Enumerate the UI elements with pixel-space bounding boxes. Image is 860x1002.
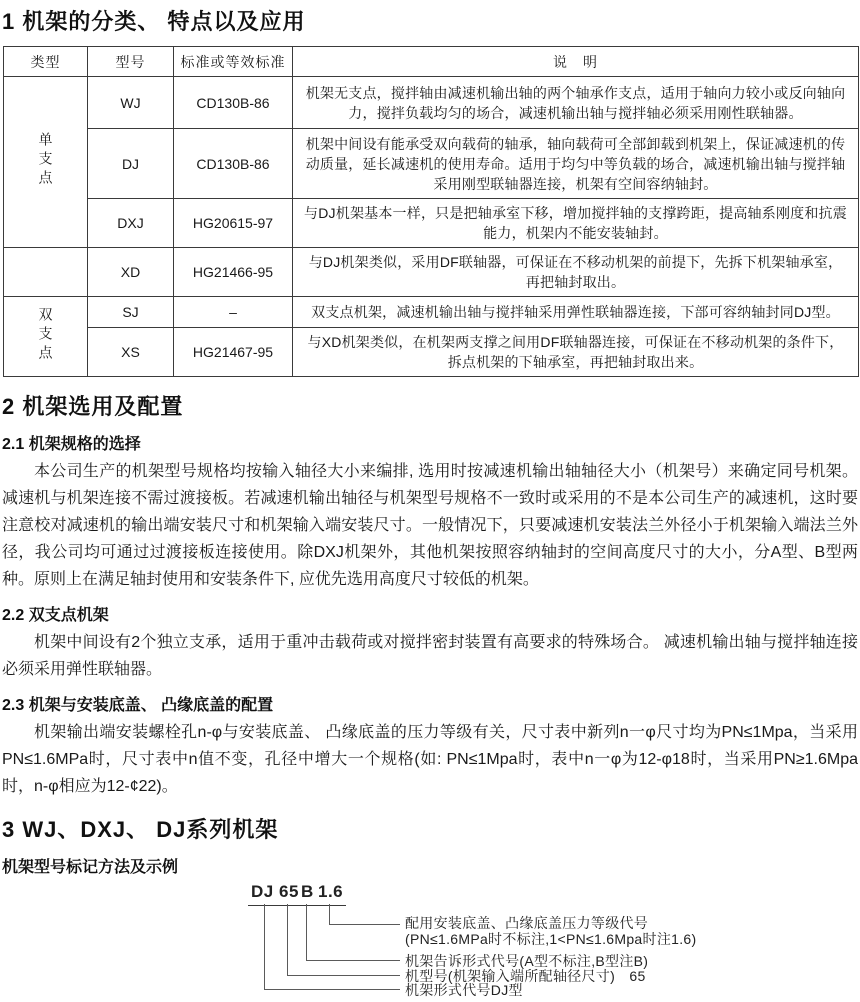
type-label-single: 单支点	[37, 132, 54, 189]
section2-2-heading: 2.2 双支点机架	[2, 607, 109, 624]
type-cell-single	[4, 77, 88, 248]
frame-classification-table	[3, 46, 859, 377]
model-cell: XS	[88, 328, 174, 377]
diagram-label-height-form: 机架告诉形式代号(A型不标注,B型注B)	[405, 953, 649, 969]
description-cell: 与DJ机架类似，采用DF联轴器，可保证在不移动机架的前提下，先拆下机架轴承室，再把轴封取出。	[293, 248, 859, 297]
table-row-dxj	[4, 199, 859, 248]
code-token-height-form: B	[298, 882, 317, 906]
diagram-label-pressure	[405, 915, 696, 947]
model-cell: XD	[88, 248, 174, 297]
code-token-size: 65	[276, 882, 302, 906]
section1-heading: 1 机架的分类、 特点以及应用	[2, 9, 306, 34]
standard-cell: CD130B-86	[174, 77, 293, 129]
section2-3-heading: 2.3 机架与安装底盖、 凸缘底盖的配置	[2, 697, 274, 714]
col-header-model: 型号	[88, 47, 174, 77]
type-cell-double	[4, 297, 88, 377]
description-cell: 与XD机架类似，在机架两支撑之间用DF联轴器连接，可保证在不移动机架的条件下，拆点机架的下轴承室，再把轴封取出来。	[293, 328, 859, 377]
standard-cell: –	[174, 297, 293, 328]
col-header-type: 类型	[4, 47, 88, 77]
section2-2-paragraph: 机架中间设有2个独立支承，适用于重冲击载荷或对搅拌密封装置有高要求的特殊场合。 减速机输出轴与搅拌轴连接必须采用弹性联轴器。	[2, 634, 858, 678]
section2-heading: 2 机架选用及配置	[2, 394, 184, 419]
section2-1-heading: 2.1 机架规格的选择	[2, 436, 141, 453]
model-cell: SJ	[88, 297, 174, 328]
model-cell: DJ	[88, 129, 174, 199]
section2-1-paragraph: 本公司生产的机架型号规格均按输入轴径大小来编排, 选用时按减速机输出轴轴径大小（机架号）来确定同号机架。减速机与机架连接不需过渡接板。若减速机输出轴径与机架型号规格不一致时或采用的不是本公司生产的减速机，这时要注意校对减速机的输出端安装尺寸和机架输入端安装尺寸。一般情况下，只要减速机安装法兰外径小于机架输入端法兰外径，我公司均可通过过渡接板连接使用。除DXJ机架外，其他机架按照容纳轴封的空间高度尺寸的大小，分A型、B型两种。原则上在满足轴封使用和安装条件下, 应优先选用高度尺寸较低的机架。	[2, 463, 858, 588]
code-token-pressure: 1.6	[315, 882, 346, 906]
table-row-dj	[4, 129, 859, 199]
model-designation-diagram	[2, 882, 858, 1002]
diagram-label-pressure-line2: (PN≤1.6MPa时不标注,1<PN≤1.6Mpa时注1.6)	[405, 931, 697, 947]
table-row-xs	[4, 328, 859, 377]
code-token-frame-type: DJ	[248, 882, 277, 906]
table-row-sj	[4, 297, 859, 328]
standard-cell: HG20615-97	[174, 199, 293, 248]
table-header-row	[4, 47, 859, 77]
diagram-label-pressure-line1: 配用安装底盖、凸缘底盖压力等级代号	[405, 915, 649, 931]
section2-3-paragraph: 机架输出端安装螺栓孔n-φ与安装底盖、 凸缘底盖的压力等级有关，尺寸表中新列n一φ尺寸均为PN≤1Mpa，当采用PN≤1.6MPa时，尺寸表中n值不变，孔径中增大一个规格(如: PN≤1Mpa时，表中n一φ为12-φ18时，当采用PN≥1.6Mpa时，n-φ相应为12-¢22)。	[2, 724, 858, 795]
model-cell: WJ	[88, 77, 174, 129]
type-cell-empty	[4, 248, 88, 297]
description-cell: 与DJ机架基本一样，只是把轴承室下移，增加搅拌轴的支撑跨距，提高轴系刚度和抗震能力，机架内不能安装轴封。	[293, 199, 859, 248]
standard-cell: HG21467-95	[174, 328, 293, 377]
table-row-wj	[4, 77, 859, 129]
col-header-description: 说 明	[293, 47, 859, 77]
section3-heading: 3 WJ、DXJ、 DJ系列机架	[2, 817, 279, 842]
diagram-label-frame-type: 机架形式代号DJ型	[405, 982, 523, 998]
connector-line-frame-type	[264, 904, 400, 990]
type-label-double: 双支点	[37, 306, 54, 364]
section3-subheading: 机架型号标记方法及示例	[2, 859, 179, 876]
description-cell: 机架无支点，搅拌轴由减速机输出轴的两个轴承作支点，适用于轴向力较小或反向轴向力，搅拌负载均匀的场合，减速机输出轴与搅拌轴必须采用刚性联轴器。	[293, 77, 859, 129]
col-header-standard: 标准或等效标准	[174, 47, 293, 77]
description-cell: 机架中间设有能承受双向载荷的轴承，轴向载荷可全部卸载到机架上，保证减速机的传动质量，延长减速机的使用寿命。适用于均匀中等负载的场合，减速机输出轴与搅拌轴采用刚型联轴器连接，机架有空间容纳轴封。	[293, 129, 859, 199]
description-cell: 双支点机架，减速机输出轴与搅拌轴采用弹性联轴器连接，下部可容纳轴封同DJ型。	[293, 297, 859, 328]
model-cell: DXJ	[88, 199, 174, 248]
standard-cell: CD130B-86	[174, 129, 293, 199]
table-row-xd	[4, 248, 859, 297]
standard-cell: HG21466-95	[174, 248, 293, 297]
diagram-label-size: 机型号(机架输入端所配轴径尺寸) 65	[405, 968, 646, 984]
